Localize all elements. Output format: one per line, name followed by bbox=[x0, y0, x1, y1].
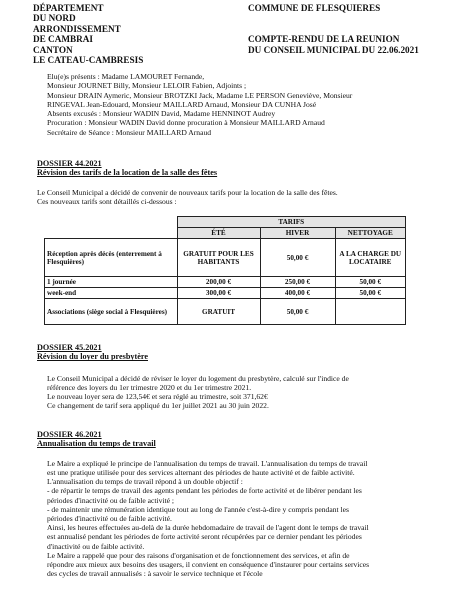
attendance-block bbox=[47, 72, 427, 137]
header-left-line: ARRONDISSEMENT bbox=[33, 23, 121, 34]
text-line: est une pratique utilisée pour des services alternant des périodes de haute activité et de faible activité. bbox=[47, 468, 355, 478]
cell-hiver: 400,00 € bbox=[260, 288, 335, 299]
dossier-text bbox=[37, 374, 427, 411]
cell-ete: 300,00 € bbox=[177, 288, 260, 299]
text-line: référence des loyers du 1er trimestre 2020 et du 1er trimestre 2021. bbox=[47, 383, 252, 393]
attendance-line: Secrétaire de Séance : Monsieur MAILLARD Arnaud bbox=[47, 127, 212, 137]
cell-nettoyage: 50,00 € bbox=[335, 288, 406, 299]
dossier-number: DOSSIER 46.2021 bbox=[37, 430, 102, 439]
tarifs-table bbox=[44, 216, 406, 325]
dossier-title: Révision des tarifs de la location de la salle des fêtes bbox=[37, 168, 218, 178]
cell-ete: GRATUIT POUR LES HABITANTS bbox=[177, 239, 260, 277]
dossier-46 bbox=[37, 430, 427, 578]
cell-nettoyage: A LA CHARGE DU LOCATAIRE bbox=[335, 239, 406, 277]
header-left-line: CANTON bbox=[33, 44, 73, 55]
text-line: Ces nouveaux tarifs sont détaillés ci-dessous : bbox=[37, 197, 177, 207]
text-line: Le Conseil Municipal a décidé de réviser le loyer du logement du presbytère, calculé sur l'indice de bbox=[47, 373, 349, 383]
dossier-text bbox=[37, 188, 427, 206]
cell-ete: 200,00 € bbox=[177, 277, 260, 288]
col-header-hiver: HIVER bbox=[260, 228, 335, 239]
report-title-line2: DU CONSEIL MUNICIPAL DU 22.06.2021 bbox=[248, 44, 419, 55]
commune-name: COMMUNE DE FLESQUIERES bbox=[248, 3, 381, 13]
attendance-line: Absents excusés : Monsieur WADIN David, Madame HENNINOT Audrey bbox=[47, 109, 276, 119]
table-row bbox=[45, 239, 406, 277]
dossier-title: Révision du loyer du presbytère bbox=[37, 352, 148, 362]
text-line: Le nouveau loyer sera de 123,54€ et sera réglé au trimestre, soit 371,62€ bbox=[47, 392, 268, 402]
header-left bbox=[33, 3, 143, 65]
cell-hiver: 50,00 € bbox=[260, 239, 335, 277]
cell-hiver: 250,00 € bbox=[260, 277, 335, 288]
text-line: périodes d'inactivité ou de faible activité. bbox=[47, 514, 172, 524]
text-line: Ainsi, les heures effectuées au-delà de la durée hebdomadaire de travail de l'agent dont le temps de travail bbox=[47, 523, 369, 533]
header-left-line: DU NORD bbox=[33, 13, 76, 24]
dossier-number: DOSSIER 44.2021 bbox=[37, 159, 102, 168]
text-line: des cycles de travail annualisés : à savoir le service technique et l'école bbox=[47, 569, 263, 579]
report-title-line1: COMPTE-RENDU DE LA REUNION bbox=[248, 34, 400, 45]
text-line: Le Conseil Municipal a décidé de convenir de nouveaux tarifs pour la location de la salle des fêtes. bbox=[37, 187, 338, 197]
text-line: est annualisé pendant les périodes de forte activité seront récupérées par ce dernier pendant les périodes bbox=[47, 532, 362, 542]
text-line: - de maintenir une rémunération identique tout au long de l'année c'est-à-dire y compris pendant les bbox=[47, 504, 349, 514]
text-line: L'annualisation du temps de travail répond à un double objectif : bbox=[47, 477, 243, 487]
row-label: week-end bbox=[45, 288, 178, 299]
row-label: Associations (siège social à Flesquières) bbox=[45, 299, 178, 325]
attendance-line: Elu(e)s présents : Madame LAMOURET Fernande, bbox=[47, 72, 205, 81]
tarifs-header: TARIFS bbox=[177, 217, 406, 228]
cell-hiver: 50,00 € bbox=[260, 299, 335, 325]
attendance-line: Monsieur DRAIN Aymeric, Monsieur BROTZKI Jack, Madame LE PERSON Geneviève, Monsieur bbox=[47, 90, 353, 100]
header-left-line: DÉPARTEMENT bbox=[33, 3, 104, 13]
header-left-line: LE CATEAU-CAMBRESIS bbox=[33, 55, 144, 66]
dossier-text bbox=[37, 459, 427, 579]
col-header-nettoyage: NETTOYAGE bbox=[335, 228, 406, 239]
dossier-44 bbox=[37, 159, 427, 206]
cell-nettoyage: 50,00 € bbox=[335, 277, 406, 288]
attendance-line: Monsieur JOURNET Billy, Monsieur LELOIR Fabien, Adjoints ; bbox=[47, 81, 247, 91]
attendance-line: RINGEVAL Jean-Edouard, Monsieur MAILLARD Arnaud, Monsieur DA CUNHA José bbox=[47, 99, 317, 109]
cell-ete: GRATUIT bbox=[177, 299, 260, 325]
dossier-number: DOSSIER 45.2021 bbox=[37, 343, 102, 352]
dossier-45 bbox=[37, 343, 427, 411]
text-line: - de répartir le temps de travail des agents pendant les périodes de forte activité et de libérer pendant les bbox=[47, 486, 362, 496]
text-line: Le Maire a expliqué le principe de l'annualisation du temps de travail. L'annualisation du temps de travail bbox=[47, 458, 368, 468]
text-line: Le Maire a rappelé que pour des raisons d'organisation et de fonctionnement des services, et afin de bbox=[47, 550, 350, 560]
text-line: Ce changement de tarif sera appliqué du 1er juillet 2021 au 30 juin 2022. bbox=[47, 401, 269, 411]
attendance-line: Procuration : Monsieur WADIN David donne procuration à Monsieur MAILLARD Arnaud bbox=[47, 118, 325, 128]
header-left-line: DE CAMBRAI bbox=[33, 34, 93, 45]
cell-nettoyage bbox=[335, 299, 406, 325]
table-row bbox=[45, 299, 406, 325]
dossier-title: Annualisation du temps de travail bbox=[37, 439, 156, 449]
col-header-ete: ÉTÉ bbox=[177, 228, 260, 239]
row-label: 1 journée bbox=[45, 277, 178, 288]
table-row bbox=[45, 288, 406, 299]
text-line: répondre aux mieux aux besoins des usagers, il convient en conséquence d'instaurer pour certains services bbox=[47, 560, 370, 570]
text-line: d'inactivité ou de faible activité. bbox=[47, 541, 145, 551]
row-label: Réception après décès (enterrement à Flesquières) bbox=[45, 239, 178, 277]
table-row bbox=[45, 277, 406, 288]
header-right bbox=[248, 3, 419, 55]
text-line: périodes d'inactivité ou de faible activité ; bbox=[47, 495, 175, 505]
